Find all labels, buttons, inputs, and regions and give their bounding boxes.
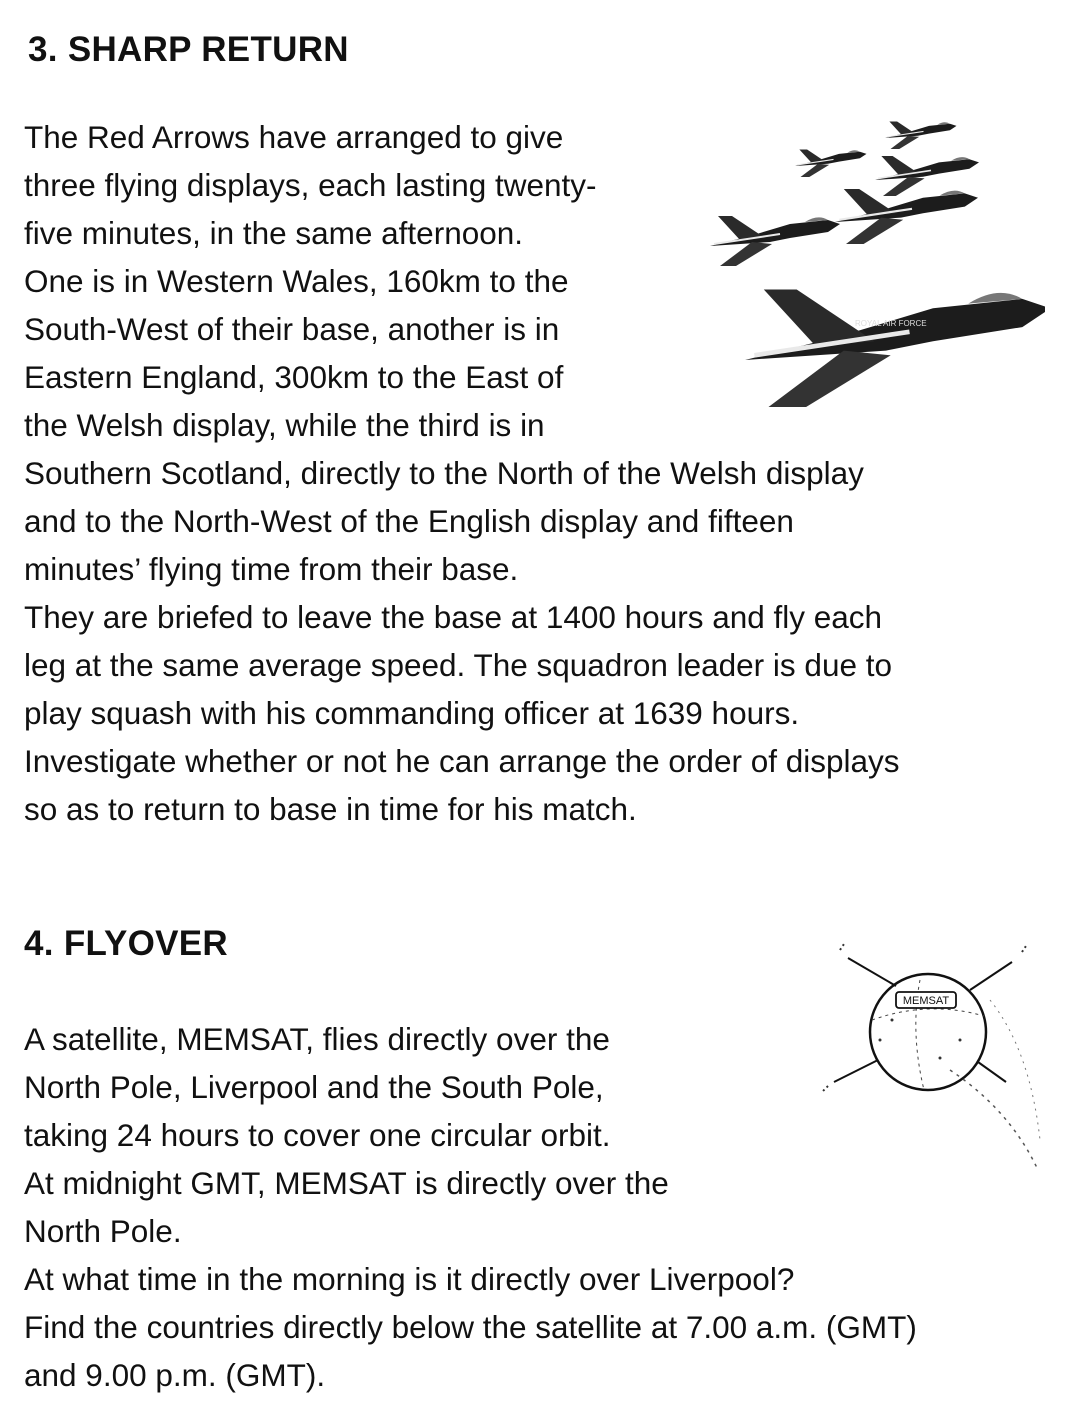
problem-3-line: leg at the same average speed. The squadron leader is due to bbox=[24, 647, 893, 683]
problem-4-line: taking 24 hours to cover one circular orbit. bbox=[24, 1117, 611, 1153]
problem-3-line: and to the North-West of the English display and fifteen bbox=[24, 503, 794, 539]
problem-3-line: They are briefed to leave the base at 1400 hours and fly each bbox=[24, 599, 883, 635]
satellite-label: MEMSAT bbox=[902, 995, 950, 1007]
problem-3-line: Investigate whether or not he can arrange the order of displays bbox=[24, 743, 900, 779]
aircraft-marking: ROYAL AIR FORCE bbox=[855, 319, 927, 328]
problem-3-line: three flying displays, each lasting twenty- bbox=[24, 167, 597, 203]
problem-3-title: 3. SHARP RETURN bbox=[28, 30, 349, 69]
problem-3-line: so as to return to base in time for his match. bbox=[24, 791, 637, 827]
problem-4-title: 4. FLYOVER bbox=[24, 924, 228, 963]
problem-3-line: One is in Western Wales, 160km to the bbox=[24, 263, 569, 299]
problem-4-line: A satellite, MEMSAT, flies directly over the bbox=[24, 1021, 610, 1057]
problem-3-line: The Red Arrows have arranged to give bbox=[24, 119, 564, 155]
problem-3-line: Southern Scotland, directly to the North of the Welsh display bbox=[24, 455, 864, 491]
jets-formation-icon bbox=[705, 88, 1045, 418]
problem-4-line: Find the countries directly below the satellite at 7.00 a.m. (GMT) bbox=[24, 1309, 917, 1345]
satellite-orbit-icon bbox=[800, 940, 1070, 1190]
problem-4-line: North Pole, Liverpool and the South Pole, bbox=[24, 1069, 604, 1105]
problem-3-line: five minutes, in the same afternoon. bbox=[24, 215, 524, 251]
problem-3-line: minutes’ flying time from their base. bbox=[24, 551, 519, 587]
problem-3-line: the Welsh display, while the third is in bbox=[24, 407, 545, 443]
problem-4-line: North Pole. bbox=[24, 1213, 182, 1249]
problem-3-line: South-West of their base, another is in bbox=[24, 311, 560, 347]
problem-4-line: and 9.00 p.m. (GMT). bbox=[24, 1357, 326, 1393]
problem-4-line: At what time in the morning is it directly over Liverpool? bbox=[24, 1261, 795, 1297]
problem-3-line: play squash with his commanding officer at 1639 hours. bbox=[24, 695, 800, 731]
problem-4-line: At midnight GMT, MEMSAT is directly over the bbox=[24, 1165, 669, 1201]
problem-3-line: Eastern England, 300km to the East of bbox=[24, 359, 564, 395]
